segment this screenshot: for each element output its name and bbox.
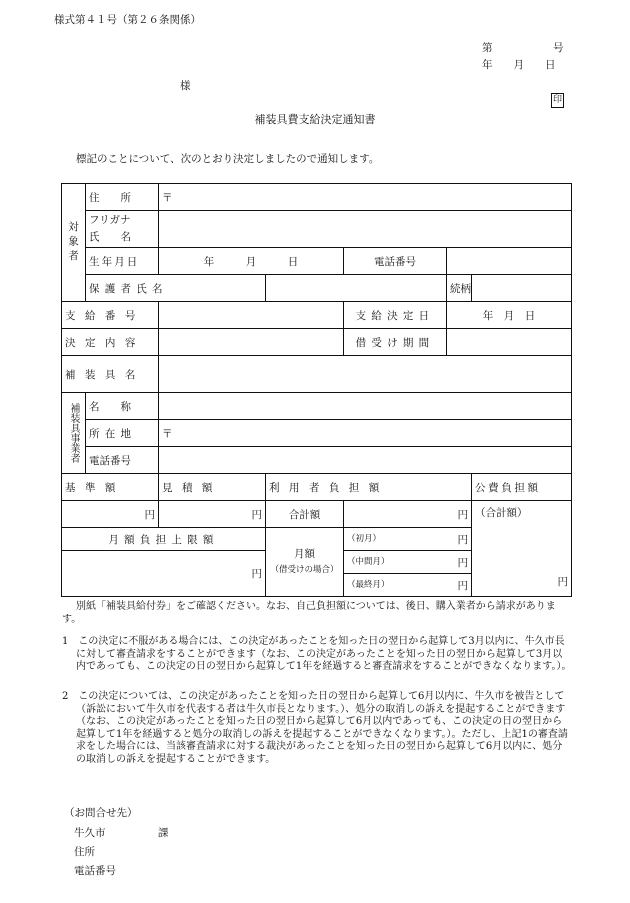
monthly-cap-field: 円 xyxy=(62,551,266,597)
first-month-label: （初月） xyxy=(347,533,382,544)
monthly-label-cell xyxy=(266,528,344,597)
intro-text: 標記のことについて、次のとおり決定しましたので通知します。 xyxy=(76,153,380,165)
issue-date: 年 月 日 xyxy=(482,59,556,71)
appeal-paragraph-2: 2 この決定については、この決定があったことを知った日の翌日から起算して6月以内に、牛久市を被告として（訴訟において牛久市を代表する者は牛久市長となります。）、処分の取消しの訴えを提起することができます（なお、この決定があったことを知った日の翌日から起算して6月以内であっても、この決定の日の翌日から起算して1年を経過すると処分の取消しの訴えを提起することができなくなります。）。ただし、上記1の審査請求をした場合には、当該審査請求に対する裁決があったことを知った日の翌日から起算して6月以内に、処分の取消しの訴えを提起することができます。 xyxy=(62,691,568,765)
base-amount-field: 円 xyxy=(62,501,159,528)
contact-heading: （お問合せ先） xyxy=(64,807,138,819)
subject-group-label: 対象者 xyxy=(62,184,86,302)
public-burden-label: 公費負担額 xyxy=(472,474,572,501)
vendor-phone-label: 電話番号 xyxy=(86,447,159,474)
monthly-cap-label: 月額負担上限額 xyxy=(62,528,266,551)
device-name-label: 補装具名 xyxy=(62,356,159,393)
payment-number-field xyxy=(159,302,344,329)
payment-date-field: 年 月 日 xyxy=(447,302,572,329)
mid-month-label: （中間月） xyxy=(347,556,390,567)
phone-field xyxy=(447,248,572,275)
last-month-label: （最終月） xyxy=(347,579,390,590)
base-amount-label: 基準額 xyxy=(62,474,159,501)
vendor-name-field xyxy=(159,393,572,420)
decision-table xyxy=(61,183,572,597)
dob-field: 年 月 日 xyxy=(159,248,344,275)
document-number-suffix: 号 xyxy=(553,42,564,54)
public-burden-total-label: （合計額） xyxy=(475,507,528,519)
user-burden-label: 利用者負担額 xyxy=(266,474,472,501)
decision-label: 決定内容 xyxy=(62,329,159,356)
first-month-yen: 円 xyxy=(457,533,468,546)
decision-field xyxy=(159,329,344,356)
estimate-label: 見積額 xyxy=(159,474,266,501)
furigana-label: フリガナ xyxy=(89,214,131,226)
mid-month-yen: 円 xyxy=(457,556,468,569)
vendor-phone-field xyxy=(159,447,572,474)
document-number-prefix: 第 xyxy=(482,42,493,54)
vendor-address-field: 〒 xyxy=(159,420,572,447)
relation-field xyxy=(472,275,572,302)
name-field xyxy=(159,211,572,248)
form-number: 様式第４１号（第２６条関係） xyxy=(54,14,201,26)
first-month-row xyxy=(344,528,472,551)
public-burden-yen: 円 xyxy=(557,576,568,588)
seal-mark: 印 xyxy=(551,93,564,108)
guardian-label: 保護者氏名 xyxy=(86,275,266,302)
vendor-group-label: 補装具事業者 xyxy=(62,393,86,474)
loan-period-field xyxy=(447,329,572,356)
total-label: 合計額 xyxy=(266,501,344,528)
public-burden-cell xyxy=(472,501,572,597)
contact-address: 住所 xyxy=(74,846,95,858)
relation-label: 続柄 xyxy=(447,275,472,302)
mid-month-row xyxy=(344,551,472,574)
document-title: 補装具費支給決定通知書 xyxy=(254,113,376,126)
voucher-note: 別紙「補装具給付券」をご確認ください。なお、自己負担額については、後日、購入業者から請求があります。 xyxy=(62,601,556,625)
payment-date-label: 支給決定日 xyxy=(344,302,447,329)
name-label: 氏 名 xyxy=(89,231,131,243)
address-label: 住 所 xyxy=(86,184,159,211)
last-month-row xyxy=(344,574,472,597)
contact-phone: 電話番号 xyxy=(74,865,116,877)
monthly-label: 月額 xyxy=(294,548,315,560)
monthly-note: （借受けの場合） xyxy=(270,565,339,575)
guardian-field xyxy=(266,275,447,302)
vendor-address-label: 所在地 xyxy=(86,420,159,447)
device-name-field xyxy=(159,356,572,393)
loan-period-label: 借受け期間 xyxy=(344,329,447,356)
total-field: 円 xyxy=(344,501,472,528)
estimate-field: 円 xyxy=(159,501,266,528)
vendor-name-label: 名 称 xyxy=(86,393,159,420)
contact-office: 牛久市 課 xyxy=(74,827,169,839)
phone-label: 電話番号 xyxy=(344,248,447,275)
address-field: 〒 xyxy=(159,184,572,211)
payment-number-label: 支給番号 xyxy=(62,302,159,329)
dob-label: 生年月日 xyxy=(86,248,159,275)
addressee: 様 xyxy=(180,80,191,92)
name-label-cell xyxy=(86,211,159,248)
last-month-yen: 円 xyxy=(457,579,468,592)
appeal-paragraph-1: 1 この決定に不服がある場合には、この決定があったことを知った日の翌日から起算して3月以内に、牛久市長に対して審査請求をすることができます（なお、この決定があったことを知った日の翌日から起算して3月以内であっても、この決定の日の翌日から起算して1年を経過すると審査請求をすることができなくなります。）。 xyxy=(62,636,572,672)
